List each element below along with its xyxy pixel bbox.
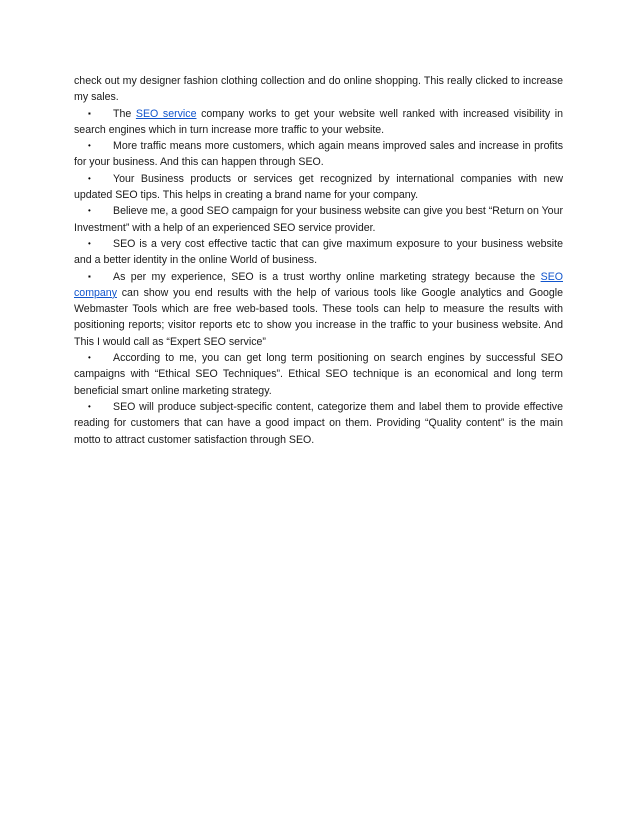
square-bullet-icon: ▪ [88, 271, 91, 281]
round-bullet-icon: • [88, 206, 91, 216]
bullet-text: Believe me, a good SEO campaign for your business website can give you best “Return on Your Investment” with a help of an experienced SEO service provider. [74, 205, 563, 234]
bullet-recognition [74, 171, 563, 204]
bullet-text-start: The [113, 107, 136, 120]
bullet-quality-content [74, 399, 563, 448]
intro-paragraph: check out my designer fashion clothing collection and do online shopping. This really clicked to increase my sales. [74, 75, 563, 104]
round-bullet-icon: • [88, 353, 91, 363]
bullet-experience [74, 269, 563, 350]
bullet-text-end: company works to get your website well ranked with increased visibility in search engines which in turn increase more traffic to your website. [74, 107, 564, 136]
seo-company-link[interactable]: SEO company [74, 270, 563, 299]
bullet-cost-effective [74, 236, 563, 269]
bullet-text: More traffic means more customers, which again means improved sales and increase in profits for your business. And this can happen through SEO. [74, 140, 563, 169]
round-bullet-icon: • [88, 141, 91, 151]
round-bullet-icon: • [88, 401, 91, 411]
bullet-text: SEO will produce subject-specific content, categorize them and label them to provide effective reading for customers that can have a good impact on them. Providing “Quality content” is the main motto to attract customer satisfaction through SEO. [74, 400, 563, 446]
document-body [74, 73, 563, 448]
round-bullet-icon: • [88, 238, 91, 248]
bullet-roi [74, 203, 563, 236]
bullet-text: According to me, you can get long term positioning on search engines by successful SEO campaigns with “Ethical SEO Techniques”. Ethical SEO technique is an economical and long term beneficial smart online marketing strategy. [74, 352, 563, 397]
bullet-text-start: As per my experience, SEO is a trust worthy online marketing strategy because the [113, 270, 541, 283]
bullet-text: Your Business products or services get recognized by international companies with new updated SEO tips. This helps in creating a brand name for your company. [74, 172, 563, 202]
seo-service-link[interactable]: SEO service [135, 107, 197, 120]
bullet-more-traffic [74, 138, 563, 171]
round-bullet-icon: • [88, 173, 91, 183]
bullet-text: SEO is a very cost effective tactic that can give maximum exposure to your business website and a better identity in the online World of business. [74, 237, 563, 267]
bullet-seo-service [74, 106, 563, 139]
bullet-ethical-seo [74, 350, 563, 399]
square-bullet-icon: ▪ [88, 108, 91, 118]
bullet-text-end: can show you end results with the help of various tools like Google analytics and Google Webmaster Tools which are free web-based tools. These tools can help to measure the results with positioning reports; visitor reports etc to show you increase in the traffic to your business website. And This I would call as “Expert SEO service” [74, 286, 563, 348]
